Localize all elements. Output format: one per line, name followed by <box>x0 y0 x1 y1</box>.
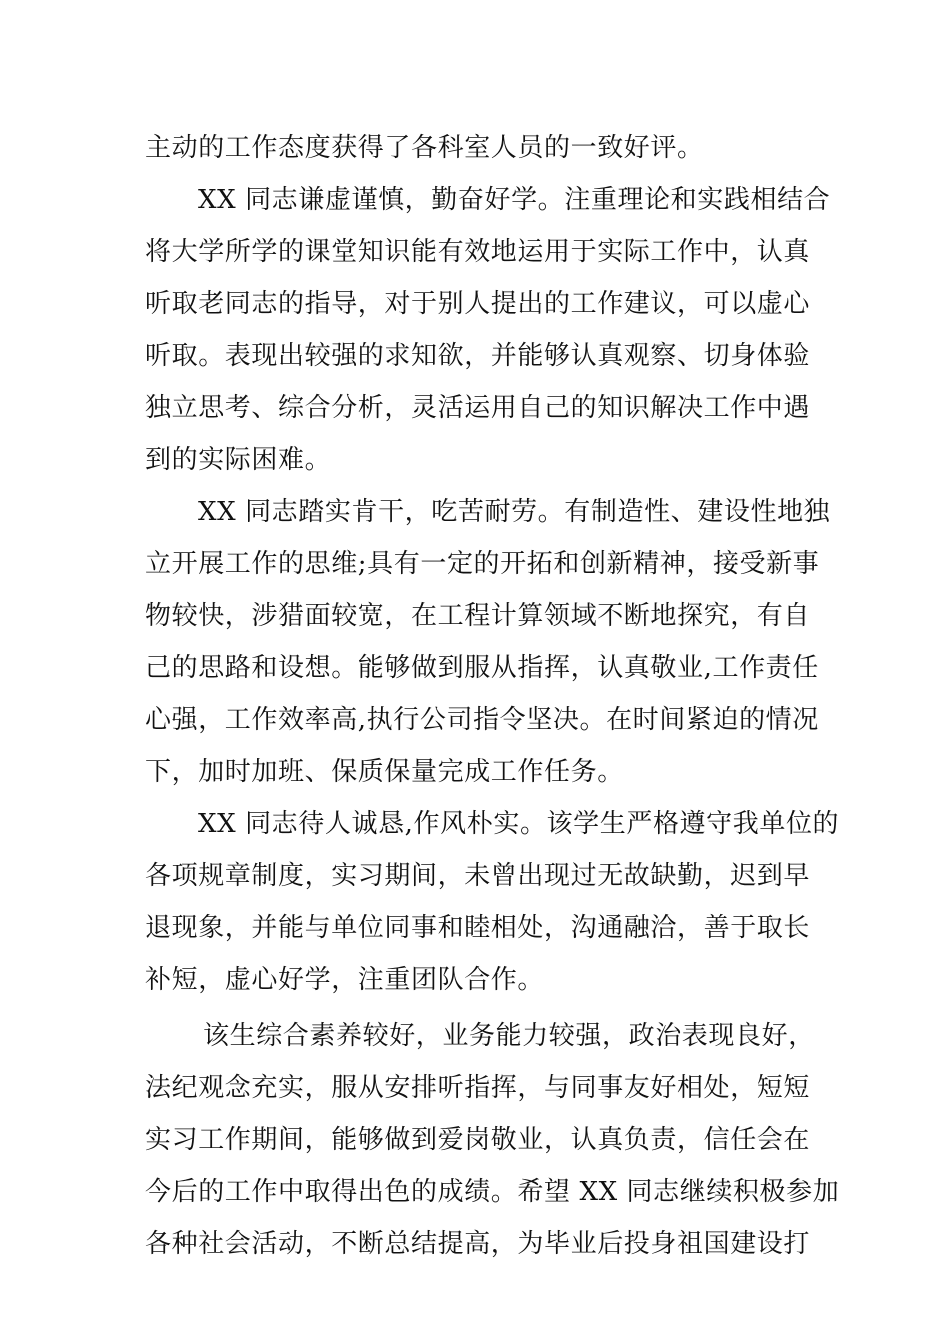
text-line: 心强，工作效率高,执行公司指令坚决。在时间紧迫的情况 <box>145 705 819 735</box>
paragraph-first-line: XX 同志待人诚恳,作风朴实。该学生严格遵守我单位的 <box>198 809 840 839</box>
text-line: 到的实际困难。 <box>145 445 332 475</box>
text-line: 听取老同志的指导，对于别人提出的工作建议，可以虚心 <box>145 289 811 319</box>
text-line: 主动的工作态度获得了各科室人员的一致好评。 <box>145 133 704 163</box>
text-line: 听取。表现出较强的求知欲，并能够认真观察、切身体验 <box>145 341 811 371</box>
text-line: 今后的工作中取得出色的成绩。希望 XX 同志继续积极参加 <box>145 1177 840 1207</box>
text-line: 各种社会活动，不断总结提高，为毕业后投身祖国建设打 <box>145 1229 811 1259</box>
text-line: 补短，虚心好学，注重团队合作。 <box>145 965 545 995</box>
text-line: 将大学所学的课堂知识能有效地运用于实际工作中，认真 <box>145 237 811 267</box>
text-line: 物较快，涉猎面较宽，在工程计算领域不断地探究，有自 <box>145 601 811 631</box>
text-line: 退现象，并能与单位同事和睦相处，沟通融洽，善于取长 <box>145 913 811 943</box>
text-line: 法纪观念充实，服从安排听指挥，与同事友好相处，短短 <box>145 1073 811 1103</box>
paragraph-first-line: XX 同志谦虚谨慎，勤奋好学。注重理论和实践相结合 <box>198 185 831 215</box>
text-line: 下，加时加班、保质保量完成工作任务。 <box>145 757 624 787</box>
paragraph-first-line: XX 同志踏实肯干，吃苦耐劳。有制造性、建设性地独 <box>198 497 831 527</box>
text-line: 己的思路和设想。能够做到服从指挥，认真敬业,工作责任 <box>145 653 819 683</box>
paragraph-first-line: 该生综合素养较好，业务能力较强，政治表现良好， <box>203 1021 815 1051</box>
text-line: 各项规章制度，实习期间，未曾出现过无故缺勤，迟到早 <box>145 861 811 891</box>
text-line: 实习工作期间，能够做到爱岗敬业，认真负责，信任会在 <box>145 1125 811 1155</box>
text-line: 立开展工作的思维;具有一定的开拓和创新精神，接受新事 <box>145 549 820 579</box>
text-line: 独立思考、综合分析，灵活运用自己的知识解决工作中遇 <box>145 393 811 423</box>
